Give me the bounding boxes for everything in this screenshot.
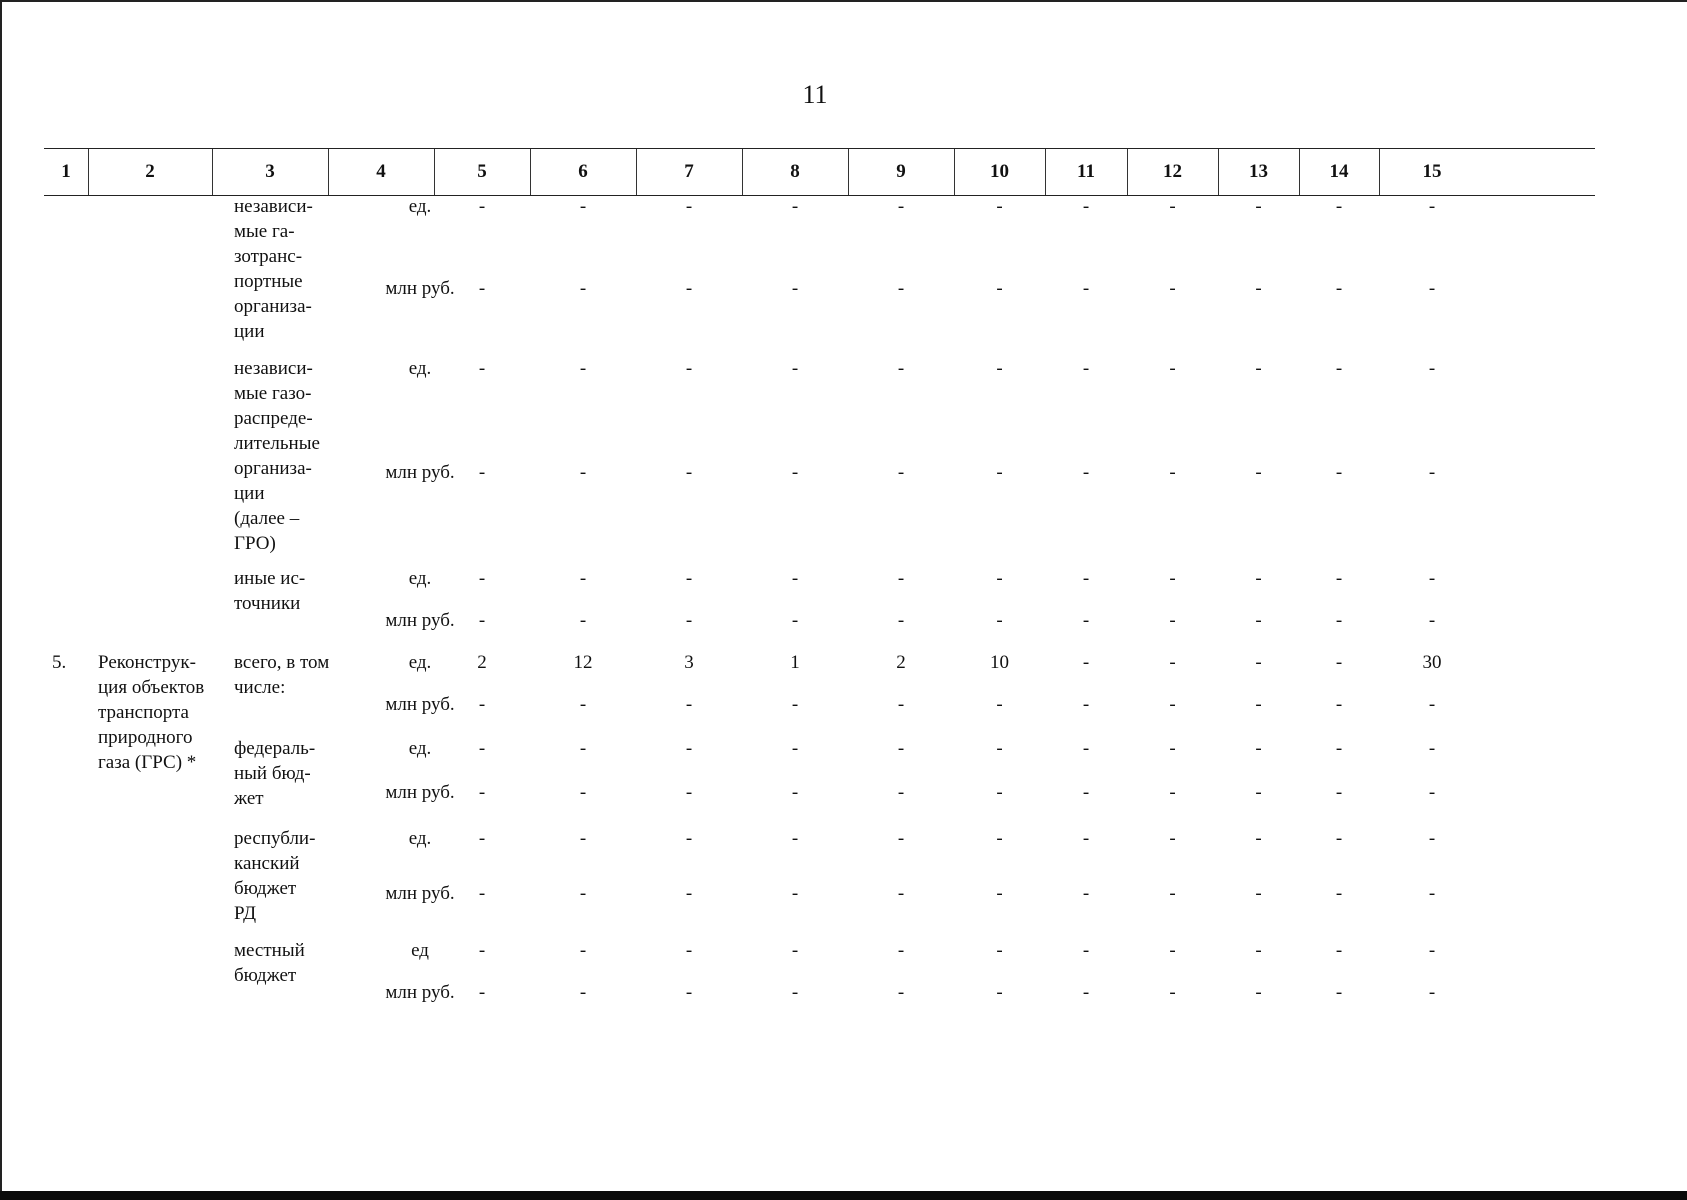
header-cell-11: 11 <box>1077 161 1095 182</box>
page-border-bottom <box>0 1191 1687 1200</box>
header-cell-15: 15 <box>1422 161 1442 182</box>
value-cell: 1 <box>790 652 800 673</box>
value-cell: - <box>579 782 587 803</box>
value-cell: - <box>897 982 905 1003</box>
header-cell-12: 12 <box>1163 161 1182 182</box>
value-cell: - <box>478 462 486 483</box>
value-cell: - <box>791 278 799 299</box>
page-border-top <box>0 0 1687 2</box>
value-cell: - <box>1428 610 1436 631</box>
value-cell: - <box>1082 828 1090 849</box>
value-cell: - <box>1082 610 1090 631</box>
value-cell: - <box>1082 782 1090 803</box>
header-divider <box>1127 149 1128 195</box>
value-cell: - <box>1169 782 1176 803</box>
value-cell: - <box>685 982 693 1003</box>
value-cell: - <box>1335 828 1343 849</box>
value-cell: - <box>685 568 693 589</box>
header-divider <box>954 149 955 195</box>
value-cell: - <box>1255 278 1262 299</box>
value-cell: - <box>1428 782 1436 803</box>
value-cell: - <box>1082 982 1090 1003</box>
value-cell: - <box>1335 694 1343 715</box>
header-divider <box>1299 149 1300 195</box>
value-cell: - <box>1082 196 1090 217</box>
header-divider <box>328 149 329 195</box>
value-cell: - <box>1255 358 1262 379</box>
value-cell: - <box>996 782 1003 803</box>
value-cell: - <box>791 782 799 803</box>
header-cell-6: 6 <box>578 161 588 182</box>
row-index: 5. <box>52 652 67 673</box>
unit-cell: ед. <box>408 358 432 379</box>
value-cell: - <box>897 828 905 849</box>
header-cell-3: 3 <box>265 161 275 182</box>
value-cell: - <box>1082 883 1090 904</box>
value-cell: - <box>1428 940 1436 961</box>
value-cell: - <box>791 982 799 1003</box>
value-cell: - <box>1335 782 1343 803</box>
header-divider <box>742 149 743 195</box>
value-cell: 2 <box>477 652 487 673</box>
value-cell: - <box>685 828 693 849</box>
value-cell: - <box>1428 883 1436 904</box>
value-cell: - <box>1428 358 1436 379</box>
value-cell: - <box>996 278 1003 299</box>
value-cell: - <box>1255 782 1262 803</box>
value-cell: - <box>478 694 486 715</box>
value-cell: - <box>1335 568 1343 589</box>
value-cell: - <box>897 462 905 483</box>
value-cell: - <box>1082 940 1090 961</box>
value-cell: - <box>685 196 693 217</box>
value-cell: - <box>579 278 587 299</box>
value-cell: - <box>1335 883 1343 904</box>
value-cell: - <box>1335 278 1343 299</box>
value-cell: - <box>1255 982 1262 1003</box>
header-cell-5: 5 <box>477 161 487 182</box>
table-header <box>44 148 1595 196</box>
value-cell: - <box>897 278 905 299</box>
unit-cell: млн руб. <box>385 883 455 904</box>
value-cell: - <box>1335 738 1343 759</box>
value-cell: - <box>1428 462 1436 483</box>
value-cell: - <box>1169 358 1176 379</box>
value-cell: - <box>996 982 1003 1003</box>
value-cell: - <box>579 568 587 589</box>
value-cell: - <box>1255 462 1262 483</box>
value-cell: - <box>1255 694 1262 715</box>
value-cell: - <box>791 196 799 217</box>
value-cell: - <box>685 738 693 759</box>
value-cell: - <box>1335 652 1343 673</box>
header-divider <box>212 149 213 195</box>
value-cell: - <box>791 738 799 759</box>
value-cell: 12 <box>573 652 593 673</box>
header-divider <box>636 149 637 195</box>
header-cell-9: 9 <box>896 161 906 182</box>
value-cell: - <box>478 982 486 1003</box>
value-cell: - <box>478 610 486 631</box>
unit-cell: ед. <box>408 828 432 849</box>
unit-cell: млн руб. <box>385 610 455 631</box>
value-cell: - <box>996 694 1003 715</box>
page-number: 11 <box>802 80 828 109</box>
value-cell: - <box>1428 828 1436 849</box>
value-cell: - <box>1082 738 1090 759</box>
value-cell: - <box>791 828 799 849</box>
value-cell: - <box>1082 694 1090 715</box>
value-cell: - <box>478 828 486 849</box>
value-cell: - <box>579 694 587 715</box>
value-cell: - <box>1169 982 1176 1003</box>
value-cell: - <box>996 738 1003 759</box>
value-cell: - <box>579 883 587 904</box>
value-cell: - <box>1169 883 1176 904</box>
header-cell-1: 1 <box>61 161 71 182</box>
value-cell: - <box>1255 652 1262 673</box>
value-cell: - <box>1335 610 1343 631</box>
header-cell-2: 2 <box>145 161 155 182</box>
value-cell: - <box>478 883 486 904</box>
value-cell: - <box>685 358 693 379</box>
data-table: 1 2 3 4 5 6 7 8 9 10 11 12 13 14 15 ед. - - - - - - - - - - - млн руб. - - - - - - - - - - - ед. - - - - - - - - - - - млн руб. - - - - - - - - - - - ед. - - - - - - - - - - - млн руб. - - - - - - - - - - - 5. ед. 2 12 3 1 2 10 - - - - 30 млн руб. - - - - - - - - - - - ед. - - - - - - - - - - - млн руб. - - - - - - - - - - - ед. - - - - - - - - - - - млн руб. - - - - - - - - - - - ед - - - - - - - - - - - млн руб. - - - - - - - - - - - независи- мые га- зотранс- портные организа- ции независи- мые газо- распреде- лительные организа- ции (далее – ГРО) иные ис- точники всего, в том числе: федераль- ный бюд- жет республи- канский бюджет РД местный бюджет Реконструк- ция объектов транспорта природного газа (ГРС) * <box>44 148 1595 196</box>
value-cell: - <box>897 738 905 759</box>
value-cell: - <box>897 782 905 803</box>
value-cell: - <box>1335 196 1343 217</box>
value-cell: - <box>579 358 587 379</box>
value-cell: - <box>996 883 1003 904</box>
value-cell: - <box>685 462 693 483</box>
value-cell: - <box>579 982 587 1003</box>
value-cell: - <box>1255 196 1262 217</box>
value-cell: - <box>791 610 799 631</box>
value-cell: - <box>1428 982 1436 1003</box>
value-cell: - <box>478 358 486 379</box>
value-cell: 3 <box>684 652 694 673</box>
header-divider <box>1379 149 1380 195</box>
value-cell: - <box>1082 358 1090 379</box>
value-cell: - <box>996 196 1003 217</box>
value-cell: - <box>579 462 587 483</box>
value-cell: - <box>897 568 905 589</box>
unit-cell: млн руб. <box>385 462 455 483</box>
value-cell: - <box>1082 568 1090 589</box>
page-border-left <box>0 0 2 1200</box>
value-cell: - <box>1335 940 1343 961</box>
value-cell: - <box>579 940 587 961</box>
value-cell: 30 <box>1422 652 1442 673</box>
value-cell: - <box>1169 738 1176 759</box>
value-cell: - <box>478 568 486 589</box>
value-cell: - <box>685 782 693 803</box>
value-cell: - <box>1255 828 1262 849</box>
value-cell: - <box>478 738 486 759</box>
value-cell: - <box>1428 568 1436 589</box>
header-divider <box>1218 149 1219 195</box>
value-cell: - <box>897 883 905 904</box>
value-cell: - <box>1169 610 1176 631</box>
value-cell: - <box>685 883 693 904</box>
value-cell: - <box>791 940 799 961</box>
value-cell: - <box>478 782 486 803</box>
value-cell: - <box>1335 462 1343 483</box>
header-cell-13: 13 <box>1249 161 1268 182</box>
unit-cell: млн руб. <box>385 278 455 299</box>
value-cell: - <box>1335 358 1343 379</box>
header-cell-7: 7 <box>684 161 694 182</box>
value-cell: - <box>996 940 1003 961</box>
value-cell: - <box>579 610 587 631</box>
value-cell: - <box>1255 940 1262 961</box>
value-cell: - <box>1255 738 1262 759</box>
value-cell: - <box>1255 568 1262 589</box>
value-cell: - <box>685 940 693 961</box>
value-cell: - <box>1335 982 1343 1003</box>
value-cell: - <box>1428 278 1436 299</box>
value-cell: - <box>1169 278 1176 299</box>
value-cell: - <box>1428 694 1436 715</box>
value-cell: - <box>1169 568 1176 589</box>
value-cell: - <box>1169 462 1176 483</box>
unit-cell: млн руб. <box>385 782 455 803</box>
value-cell: - <box>996 462 1003 483</box>
value-cell: - <box>1082 462 1090 483</box>
value-cell: - <box>1255 610 1262 631</box>
value-cell: - <box>791 462 799 483</box>
value-cell: - <box>897 694 905 715</box>
unit-cell: ед. <box>408 196 432 217</box>
value-cell: - <box>996 828 1003 849</box>
header-cell-10: 10 <box>990 161 1009 182</box>
value-cell: - <box>996 610 1003 631</box>
value-cell: - <box>478 940 486 961</box>
value-cell: - <box>897 358 905 379</box>
value-cell: - <box>791 694 799 715</box>
unit-cell: ед. <box>408 738 432 759</box>
value-cell: - <box>996 358 1003 379</box>
header-divider <box>88 149 89 195</box>
value-cell: - <box>1169 940 1176 961</box>
value-cell: - <box>1255 883 1262 904</box>
value-cell: - <box>579 828 587 849</box>
value-cell: - <box>897 196 905 217</box>
value-cell: - <box>1428 738 1436 759</box>
unit-cell: млн руб. <box>385 694 455 715</box>
value-cell: - <box>1169 652 1176 673</box>
value-cell: - <box>791 568 799 589</box>
unit-cell: ед <box>411 940 429 961</box>
value-cell: - <box>1169 694 1176 715</box>
unit-cell: ед. <box>408 568 432 589</box>
header-cell-8: 8 <box>790 161 800 182</box>
value-cell: - <box>1082 278 1090 299</box>
value-cell: - <box>1082 652 1090 673</box>
header-cell-14: 14 <box>1329 161 1349 182</box>
value-cell: - <box>897 940 905 961</box>
value-cell: - <box>996 568 1003 589</box>
header-divider <box>1045 149 1046 195</box>
value-cell: 10 <box>990 652 1009 673</box>
header-divider <box>530 149 531 195</box>
value-cell: - <box>1428 196 1436 217</box>
unit-cell: млн руб. <box>385 982 455 1003</box>
value-cell: - <box>685 278 693 299</box>
value-cell: - <box>791 883 799 904</box>
header-cell-4: 4 <box>376 161 386 182</box>
value-cell: - <box>1169 196 1176 217</box>
value-cell: - <box>685 694 693 715</box>
value-cell: - <box>579 738 587 759</box>
value-cell: - <box>685 610 693 631</box>
value-cell: - <box>897 610 905 631</box>
value-cell: - <box>478 278 486 299</box>
header-divider <box>434 149 435 195</box>
header-divider <box>848 149 849 195</box>
value-cell: - <box>1169 828 1176 849</box>
value-cell: - <box>791 358 799 379</box>
unit-cell: ед. <box>408 652 432 673</box>
value-cell: - <box>478 196 486 217</box>
value-cell: 2 <box>896 652 906 673</box>
value-cell: - <box>579 196 587 217</box>
